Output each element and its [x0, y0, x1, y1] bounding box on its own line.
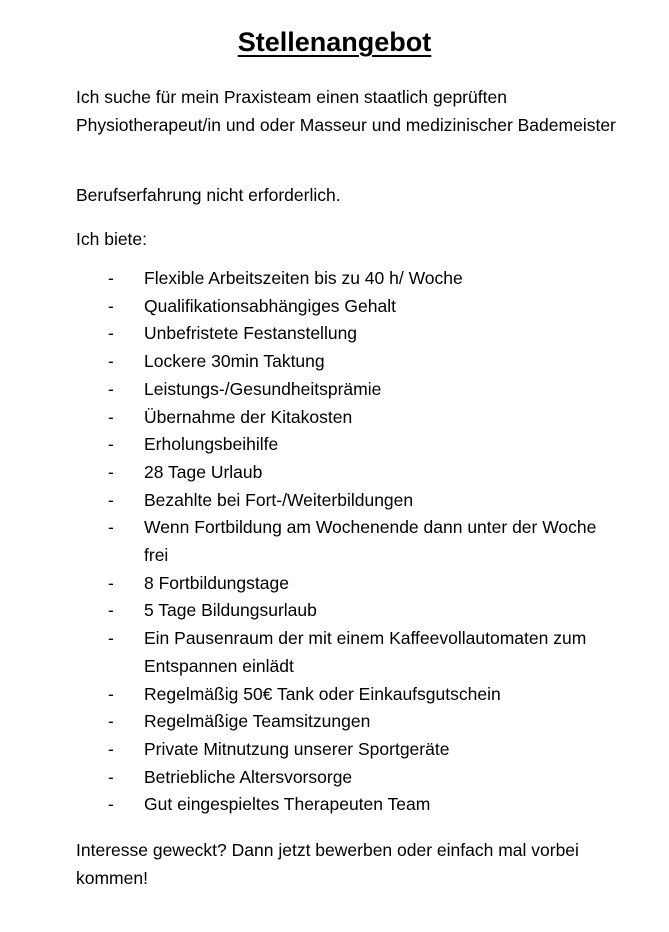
benefit-text: Unbefristete Festanstellung [144, 323, 358, 344]
bullet-dash: - [108, 600, 114, 621]
bullet-dash: - [108, 461, 114, 482]
bullet-dash: - [108, 738, 114, 759]
list-item [0, 597, 604, 625]
list-item [0, 514, 604, 569]
benefit-text: Bezahlte bei Fort-/Weiterbildungen [144, 489, 414, 510]
benefit-text: Betriebliche Altersvorsorge [144, 766, 353, 787]
list-item [0, 320, 604, 348]
document-title: Stellenangebot [237, 27, 432, 57]
bullet-dash: - [108, 628, 114, 649]
benefit-text: Regelmäßige Teamsitzungen [144, 711, 371, 732]
list-item [0, 376, 604, 404]
intro-paragraph: Ich suche für mein Praxisteam einen staatlich geprüften Physiotherapeut/in und oder Masseur und medizinischer Bademeister [76, 87, 616, 135]
benefit-text: Private Mitnutzung unserer Sportgeräte [144, 738, 450, 759]
list-item [0, 681, 604, 709]
list-item [0, 293, 604, 321]
bullet-dash: - [108, 794, 114, 815]
bullet-dash: - [108, 489, 114, 510]
experience-paragraph: Berufserfahrung nicht erforderlich. [76, 185, 341, 205]
list-item [0, 348, 604, 376]
bullet-dash: - [108, 517, 114, 538]
benefit-text: Flexible Arbeitszeiten bis zu 40 h/ Woche [144, 268, 463, 288]
list-item [0, 487, 604, 515]
benefits-list [0, 265, 669, 819]
list-item [0, 625, 604, 680]
list-item [0, 791, 604, 819]
closing-paragraph: Interesse geweckt? Dann jetzt bewerben oder einfach mal vorbei kommen! [76, 840, 579, 888]
benefit-text: Qualifikationsabhängiges Gehalt [144, 295, 396, 316]
list-item [0, 736, 604, 764]
benefit-text: Leistungs-/Gesundheitsprämie [144, 378, 382, 399]
benefit-text: Übernahme der Kitakosten [144, 406, 353, 427]
list-item [0, 404, 604, 432]
bullet-dash: - [108, 351, 114, 372]
benefit-text: Erholungsbeihilfe [144, 434, 279, 455]
bullet-dash: - [108, 572, 114, 593]
benefit-text: Regelmäßig 50€ Tank oder Einkaufsgutschein [144, 683, 501, 704]
bullet-dash: - [108, 406, 114, 427]
benefit-text: 8 Fortbildungstage [144, 572, 289, 593]
bullet-dash: - [108, 766, 114, 787]
list-item [0, 431, 604, 459]
bullet-dash: - [108, 268, 114, 288]
list-item [0, 459, 604, 487]
list-item [0, 708, 604, 736]
benefit-text: 5 Tage Bildungsurlaub [144, 600, 317, 621]
bullet-dash: - [108, 711, 114, 732]
benefit-text: Wenn Fortbildung am Wochenende dann unter der Woche frei [144, 517, 597, 566]
bullet-dash: - [108, 295, 114, 316]
list-item [0, 764, 604, 792]
bullet-dash: - [108, 683, 114, 704]
offer-heading: Ich biete: [76, 229, 148, 249]
bullet-dash: - [108, 323, 114, 344]
benefit-text: Gut eingespieltes Therapeuten Team [144, 794, 431, 815]
benefit-text: 28 Tage Urlaub [144, 461, 263, 482]
benefit-text: Ein Pausenraum der mit einem Kaffeevollautomaten zum Entspannen einlädt [144, 628, 587, 676]
bullet-dash: - [108, 434, 114, 455]
list-item [0, 570, 604, 598]
benefit-text: Lockere 30min Taktung [144, 351, 325, 372]
list-item [0, 265, 604, 293]
bullet-dash: - [108, 378, 114, 399]
